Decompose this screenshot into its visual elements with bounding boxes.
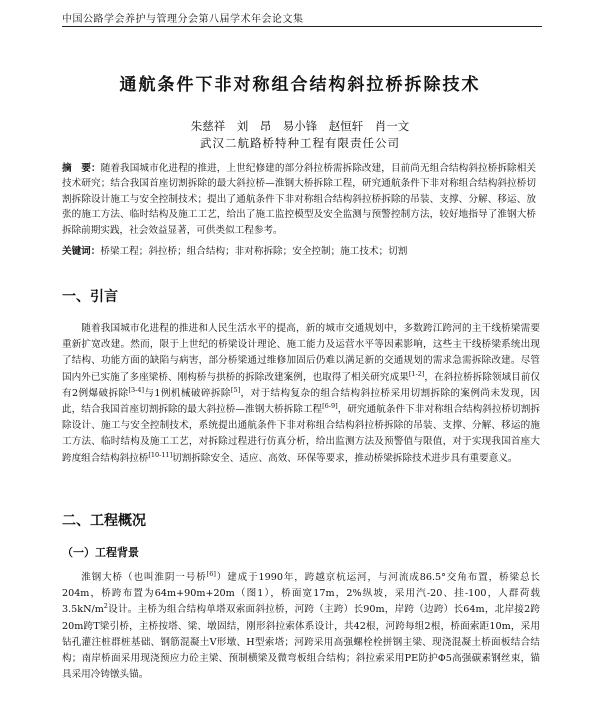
text-run: 随着我国城市化进程的推进和人民生活水平的提高，新的城市交通规划中，多数跨江跨河的主干线桥梁需要重新扩宽改建。然而，限于上世纪的桥梁设计理论、施工能力及运营水平等因素影响，这些主干线桥梁系统出现了结构、功能方面的缺陷与病害，部分桥梁通过维修加固后仍难以满足新的交通规划的需求急需拆除改建。尽管国内外已实施了多座梁桥、刚构桥与拱桥的拆除改建案例，也取得了相关研究成果: [62, 323, 540, 383]
text-run: 淮钢大桥（也叫淮阴一号桥: [81, 572, 207, 583]
text-run: ，研究通航条件下非对称组合结构斜拉桥切割拆除设计、施工与安全控制技术，系统提出通航条件下非对称组合结构斜拉桥拆除的吊装、支撑、分解、移运的施工方法、临时结构及施工工艺，对拆除过程进行仿真分析，给出监测方法及预警值与限值，对于实现我国首座大跨度组合结构斜拉桥: [62, 404, 541, 464]
text-run: ）建成于1990年，跨越京杭运河，与河流成86.5°交角布置，桥梁总长204m，桥跨布置为64m+90m+20m（图1），桥面宽17m，2%纵坡，采用汽-20、挂-100，人群荷载3.5kN/m: [62, 572, 541, 616]
citation: [6-9]: [322, 401, 338, 410]
text-run: 设计。主桥为组合结构单塔双索面斜拉桥，河跨（主跨）长90m，岸跨（边跨）长64m，北岸接2跨20m跨T梁引桥，主桥按塔、梁、墩固结，刚形斜拉索体系设计，共42根，河跨每组2根，桥面索距10m，采用钻孔灌注桩群桩基础、钢筋混凝土V形墩、H型索塔；河跨采用高强螺栓栓拼钢主梁、现浇混凝土桥面板结合结构；南岸桥面采用现浇预应力砼主梁、预制横梁及微弯板组合结构；斜拉索采用PE防护Φ5高强碳素钢丝束，锚具采用冷铸镦头锚。: [62, 604, 540, 681]
abstract: [62, 161, 536, 238]
citation: [1-2]: [408, 369, 425, 378]
superscript-exponent: 2: [103, 602, 108, 611]
running-header: 中国公路学会养护与管理分会第八届学术年会论文集: [62, 14, 304, 25]
citation: [5]: [230, 385, 241, 394]
text-run: 切割拆除安全、适应、高效、环保等要求，推动桥梁拆除技术进步具有重要意义。: [172, 452, 518, 464]
abstract-label: 摘 要：: [62, 163, 101, 174]
text-run: ，在斜拉桥拆除领域目前仅有2例爆破拆除: [62, 371, 541, 399]
keywords-label: 关键词：: [62, 246, 101, 257]
section-heading-introduction: 一、引言: [62, 289, 118, 305]
citation: [6]: [206, 569, 216, 578]
affiliation: 武汉二航路桥特种工程有限责任公司: [200, 136, 400, 150]
section-heading-project-overview: 二、工程概况: [62, 513, 146, 529]
keywords-text: 桥梁工程；斜拉桥；组合结构；非对称拆除；安全控制；施工技术；切割: [100, 246, 408, 257]
background-paragraph: [62, 570, 540, 683]
author-list: 朱慈祥 刘 昂 易小锋 赵恒轩 肖一文: [190, 119, 410, 133]
paper-title: 通航条件下非对称组合结构斜拉桥拆除技术: [119, 75, 481, 95]
text-run: ，对于结构复杂的组合结构斜拉桥采用切割拆除的案例尚未发现，因此，结合我国首座切割拆除的最大斜拉桥—淮钢大桥拆除工程: [62, 387, 540, 416]
subsection-heading-background: （一）工程背景: [62, 546, 139, 559]
abstract-text: 随着我国城市化进程的推进，上世纪修建的部分斜拉桥需拆除改建，目前尚无组合结构斜拉桥拆除相关技术研究；结合我国首座切割拆除的最大斜拉桥—淮钢大桥拆除工程，研究通航条件下非对称组合结构斜拉桥切割拆除设计施工与安全控制技术；提出了通航条件下非对称组合结构斜拉桥拆除的吊装、支撑、分解、移运、放张的施工方法、临时结构及施工工艺，给出了施工监控模型及安全监测与预警控制方法，较好地指导了淮钢大桥拆除前期实践，社会效益显著，可供类似工程参考。: [62, 163, 537, 236]
header-rule: [62, 26, 542, 27]
citation: [10-11]: [148, 450, 173, 459]
text-run: 与1例机械破碎拆除: [144, 387, 231, 399]
keywords: [62, 244, 536, 259]
citation: [3-4]: [128, 385, 145, 394]
introduction-paragraph: [62, 321, 540, 467]
